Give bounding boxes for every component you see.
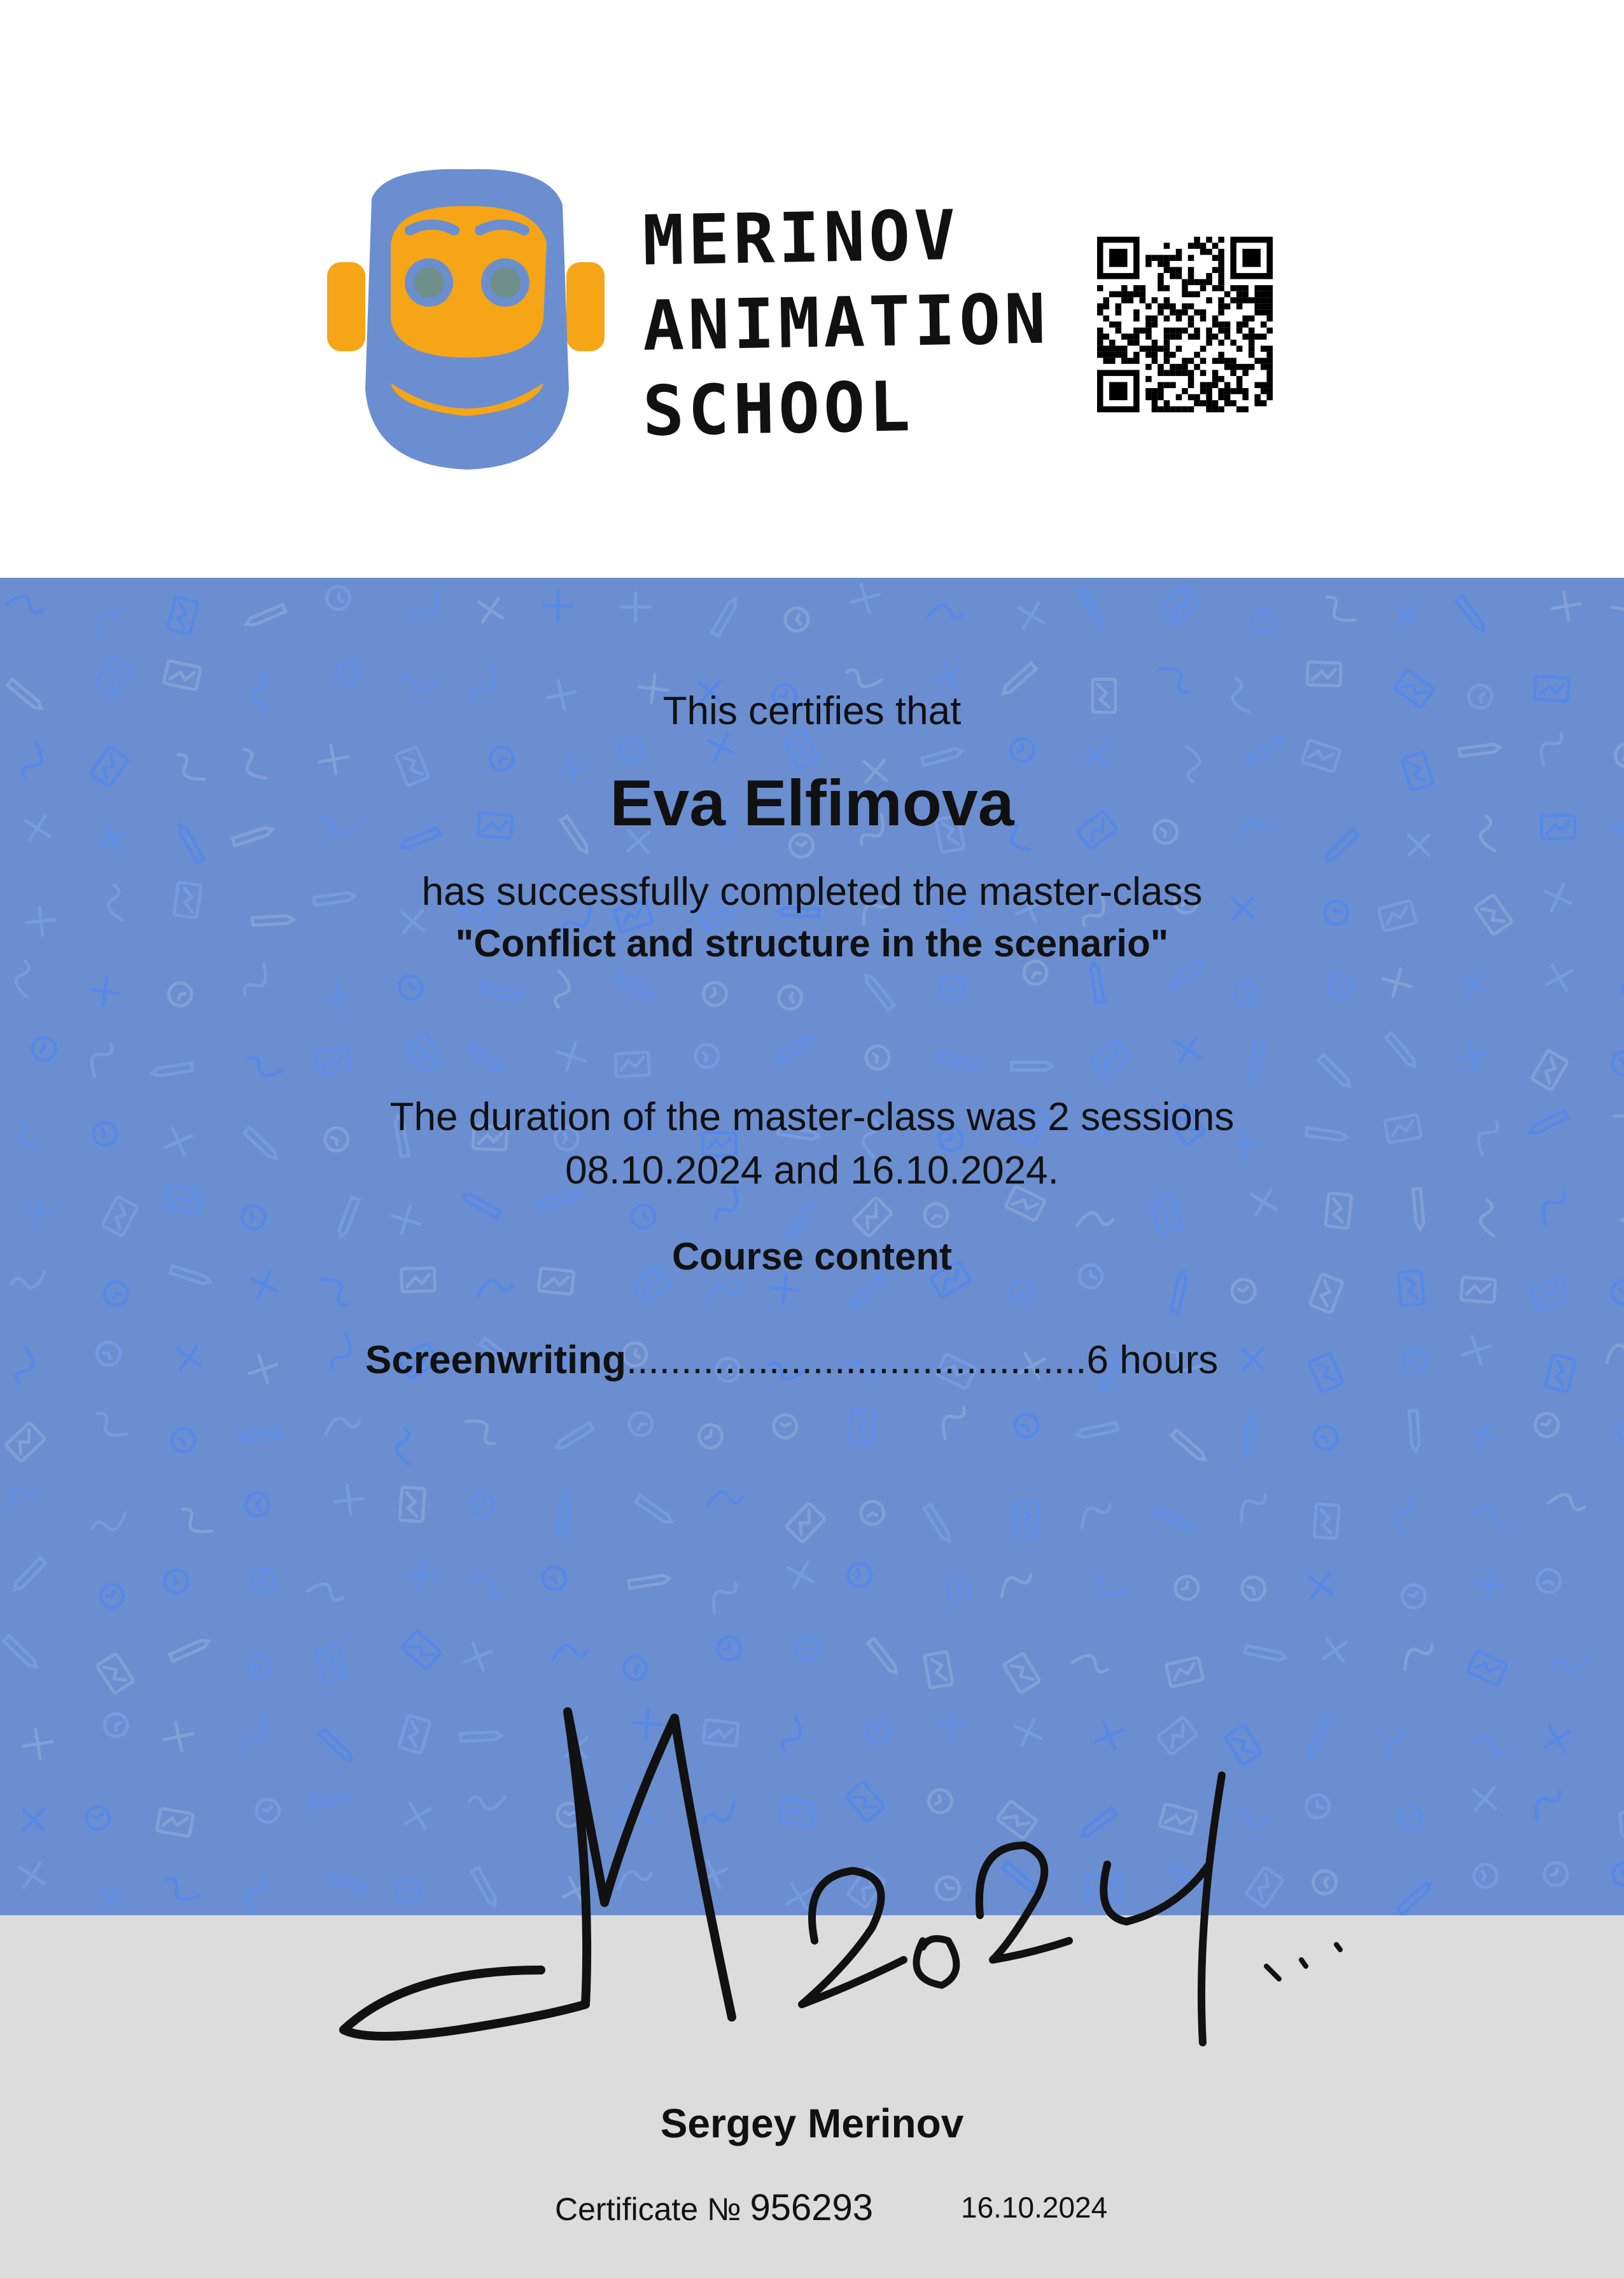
recipient-name: Eva Elfimova [610,767,1014,839]
certificate-number-value: 956293 [750,2187,874,2228]
content-hours: 6 hours [1086,1338,1219,1382]
logo-line: MERINOV [641,195,960,281]
duration-statement: The duration of the master-class was 2 sessions [389,1095,1235,1139]
certificate-number [555,2186,873,2229]
qr-code-icon [1097,237,1273,412]
completion-statement: has successfully completed the master-class [421,870,1203,914]
logo-line: ANIMATION [641,279,1051,367]
header [0,0,1624,578]
course-content-heading: Course content [671,1235,953,1278]
certifies-intro: This certifies that [662,689,962,733]
certificate-label: Certificate № [555,2191,741,2227]
logo-line: SCHOOL [641,367,915,452]
content-leader-dots: .......................................... [626,1338,1087,1382]
course-title: "Conflict and structure in the scenario" [455,922,1169,965]
content-topic: Screenwriting [365,1338,626,1382]
session-dates: 08.10.2024 and 16.10.2024. [565,1149,1059,1192]
course-content-item [365,1338,1282,1383]
handwritten-signature [331,1686,1387,2081]
signer-name: Sergey Merinov [660,2100,964,2146]
issue-date: 16.10.2024 [961,2191,1108,2224]
robot-mascot-icon [327,167,605,472]
school-logo-wordmark [641,195,1051,459]
